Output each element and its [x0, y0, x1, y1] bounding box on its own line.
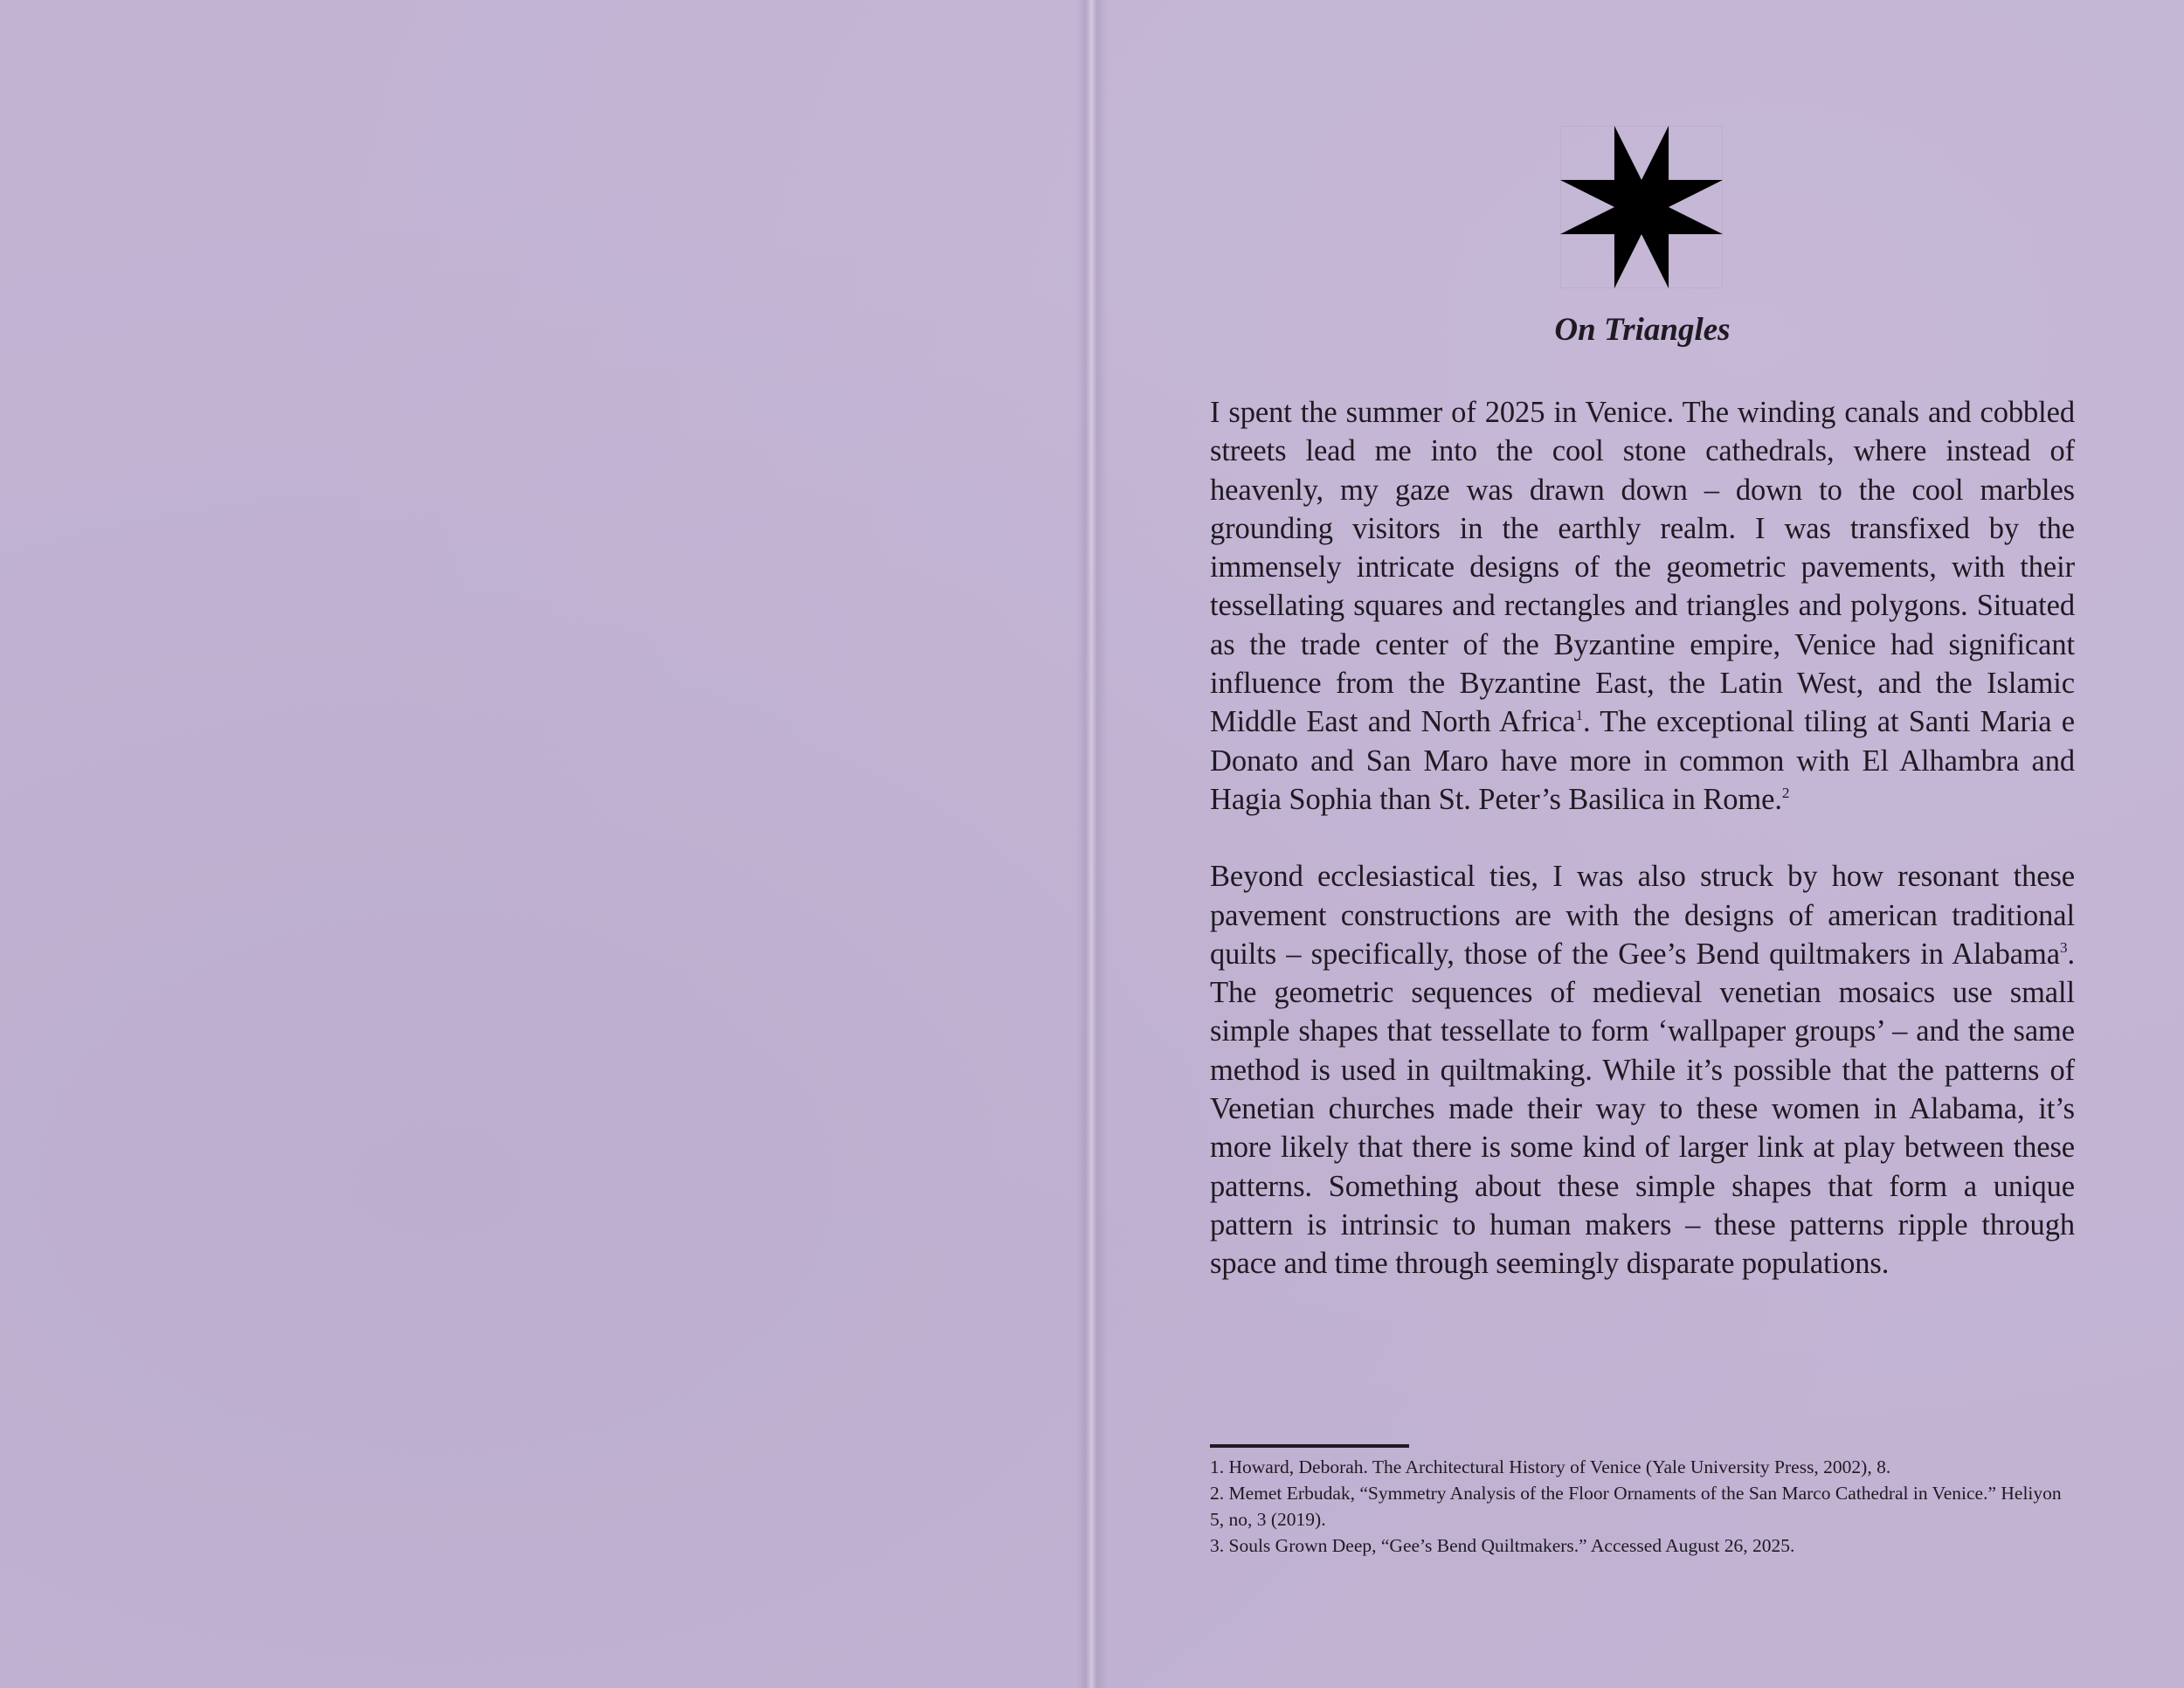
footnotes [1210, 1454, 2075, 1559]
paragraph-1-text-a: I spent the summer of 2025 in Venice. The winding canals and cobbled streets lead me into the cool stone cathedrals, where instead of heavenly, my gaze was drawn down – down to the cool marbles grounding visitors in the earthly realm. I was transfixed by the immensely intricate designs of the geometric pavements, with their tessellating squares and rectangles and triangles and polygons. Situated as the trade center of the Byzantine empire, Venice had significant influence from the Byzantine East, the Latin West, and the Islamic Middle East and North Africa [1210, 396, 2075, 739]
essay-title: On Triangles [1554, 312, 1731, 348]
footnote-1: 1. Howard, Deborah. The Architectural History of Venice (Yale University Press, 2002), 8. [1210, 1456, 1891, 1477]
paragraph-1-text-b: . The exceptional tiling at Santi Maria e Donato and San Maro have more in common with El Alhambra and Hagia Sophia than St. Peter’s Basilica in Rome. [1210, 705, 2075, 816]
paragraph-2 [1210, 857, 2075, 1283]
paragraph-2-text-b: . The geometric sequences of medieval venetian mosaics use small simple shapes that tessellate to form ‘wallpaper groups’ – and the same method is used in quiltmaking. While it’s possible that the patterns of Venetian churches made their way to these women in Alabama, it’s more likely that there is some kind of larger link at play between these patterns. Something about these simple shapes that form a unique pattern is intrinsic to human makers – these patterns ripple through space and time through seemingly disparate populations. [1210, 937, 2075, 1281]
footnote-ref-3: 3 [2059, 938, 2068, 956]
paragraph-2-text-a: Beyond ecclesiastical ties, I was also struck by how resonant these pavement constructions are with the designs of american traditional quilts – specifically, those of the Gee’s Bend quiltmakers in Alabama [1210, 860, 2075, 971]
footnote-2: 2. Memet Erbudak, “Symmetry Analysis of the Floor Ornaments of the San Marco Cathedral in Venice.” Heliyon 5, no, 3 (2019). [1210, 1483, 2062, 1530]
footnote-ref-2: 2 [1781, 785, 1790, 802]
footnote-ref-1: 1 [1575, 707, 1584, 724]
paragraph-1 [1210, 393, 2075, 819]
essay-body [1210, 393, 2075, 1322]
footnote-divider [1210, 1444, 1409, 1448]
footnote-3: 3. Souls Grown Deep, “Gee’s Bend Quiltmakers.” Accessed August 26, 2025. [1210, 1535, 1795, 1556]
eight-point-star-icon [1560, 126, 1723, 288]
